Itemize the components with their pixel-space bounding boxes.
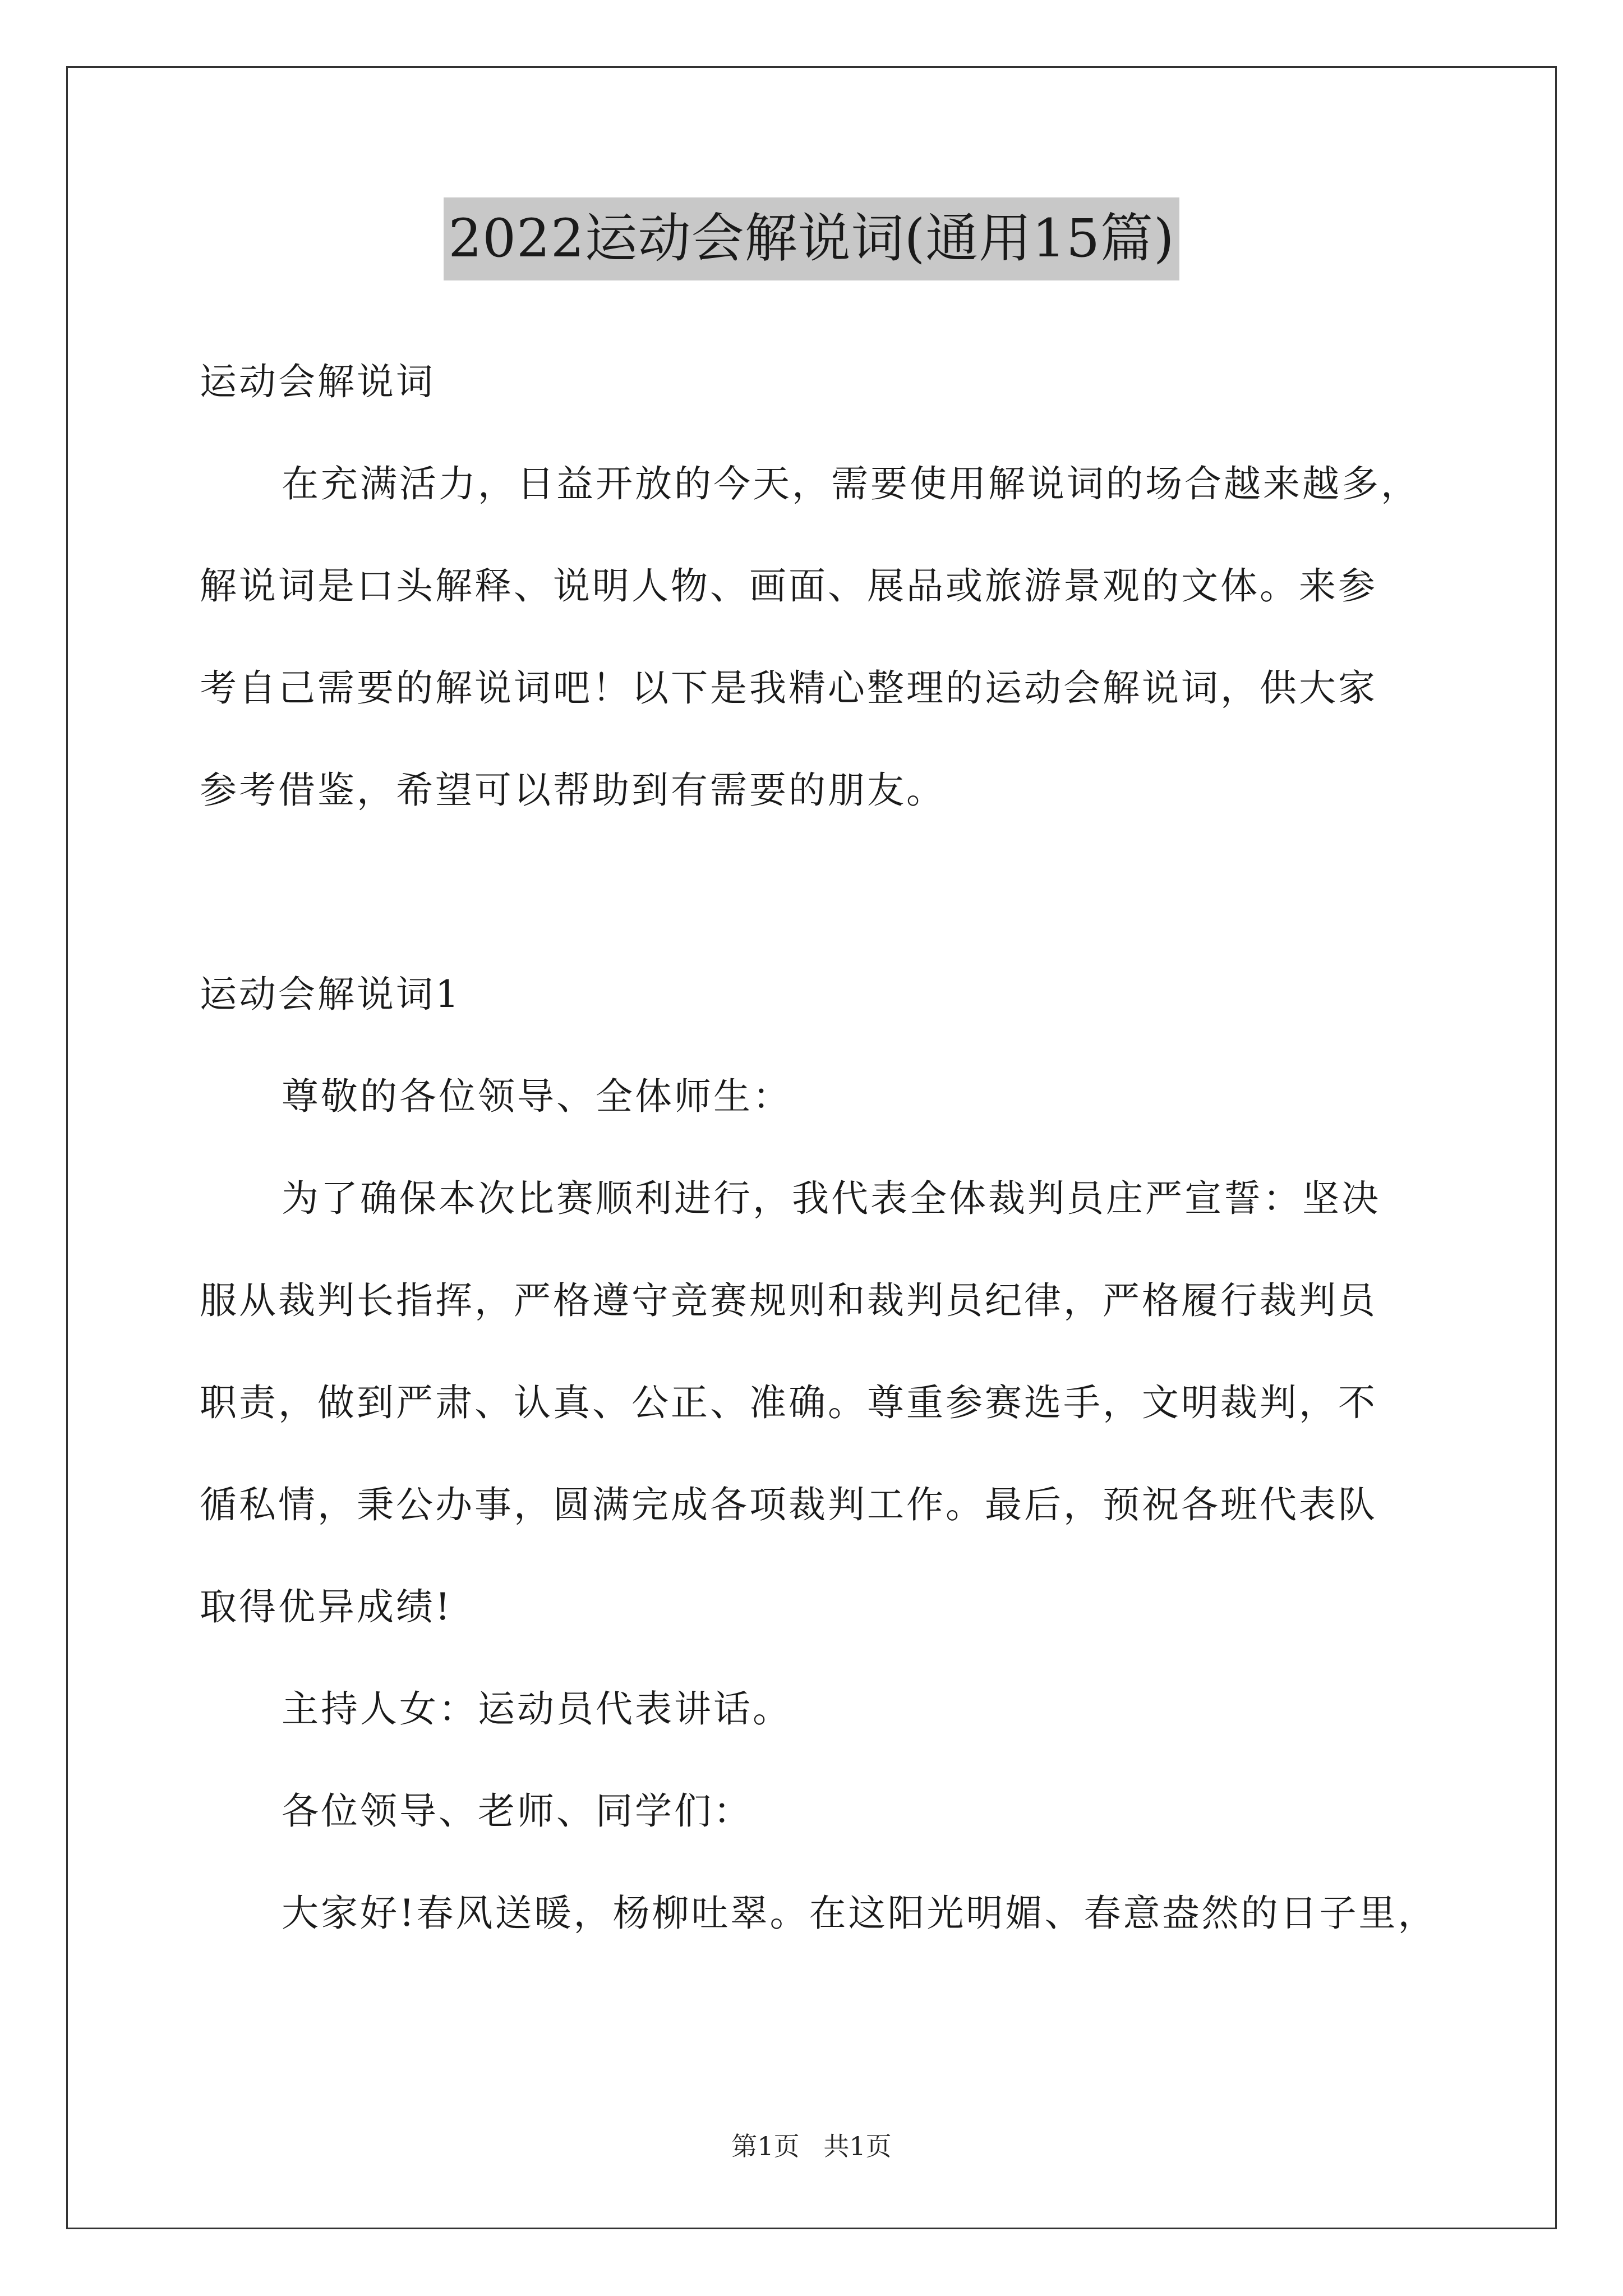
title-container xyxy=(0,197,1623,280)
oath-line: 取得优异成绩! xyxy=(200,1585,453,1628)
page-number: 第1页 xyxy=(731,2131,800,2161)
oath-line: 职责，做到严肃、认真、公正、准确。尊重参赛选手，文明裁判，不 xyxy=(200,1381,1377,1424)
intro-heading: 运动会解说词 xyxy=(200,360,435,403)
section-spacer xyxy=(200,841,1433,944)
host-line: 主持人女：运动员代表讲话。 xyxy=(282,1687,792,1731)
section-heading: 运动会解说词1 xyxy=(200,973,461,1016)
greeting-line: 尊敬的各位领导、全体师生： xyxy=(282,1075,792,1118)
intro-line: 在充满活力，日益开放的今天，需要使用解说词的场合越来越多， xyxy=(282,462,1420,505)
document-body xyxy=(200,331,1437,1964)
page-total: 共1页 xyxy=(823,2131,892,2161)
oath-line: 服从裁判长指挥，严格遵守竞赛规则和裁判员纪律，严格履行裁判员 xyxy=(200,1279,1377,1322)
oath-line: 为了确保本次比赛顺利进行，我代表全体裁判员庄严宣誓：坚决 xyxy=(282,1177,1381,1220)
document-title: 2022运动会解说词(通用15篇) xyxy=(444,197,1179,280)
intro-line: 参考借鉴，希望可以帮助到有需要的朋友。 xyxy=(200,769,946,812)
intro-line: 解说词是口头解释、说明人物、画面、展品或旅游景观的文体。来参 xyxy=(200,564,1377,608)
oath-line: 循私情，秉公办事，圆满完成各项裁判工作。最后，预祝各班代表队 xyxy=(200,1483,1377,1526)
page-footer xyxy=(0,2126,1623,2163)
speech-line: 大家好!春风送暖，杨柳吐翠。在这阳光明媚、春意盎然的日子里， xyxy=(282,1892,1437,1935)
intro-line: 考自己需要的解说词吧！以下是我精心整理的运动会解说词，供大家 xyxy=(200,666,1377,710)
greeting-line: 各位领导、老师、同学们： xyxy=(282,1789,753,1833)
